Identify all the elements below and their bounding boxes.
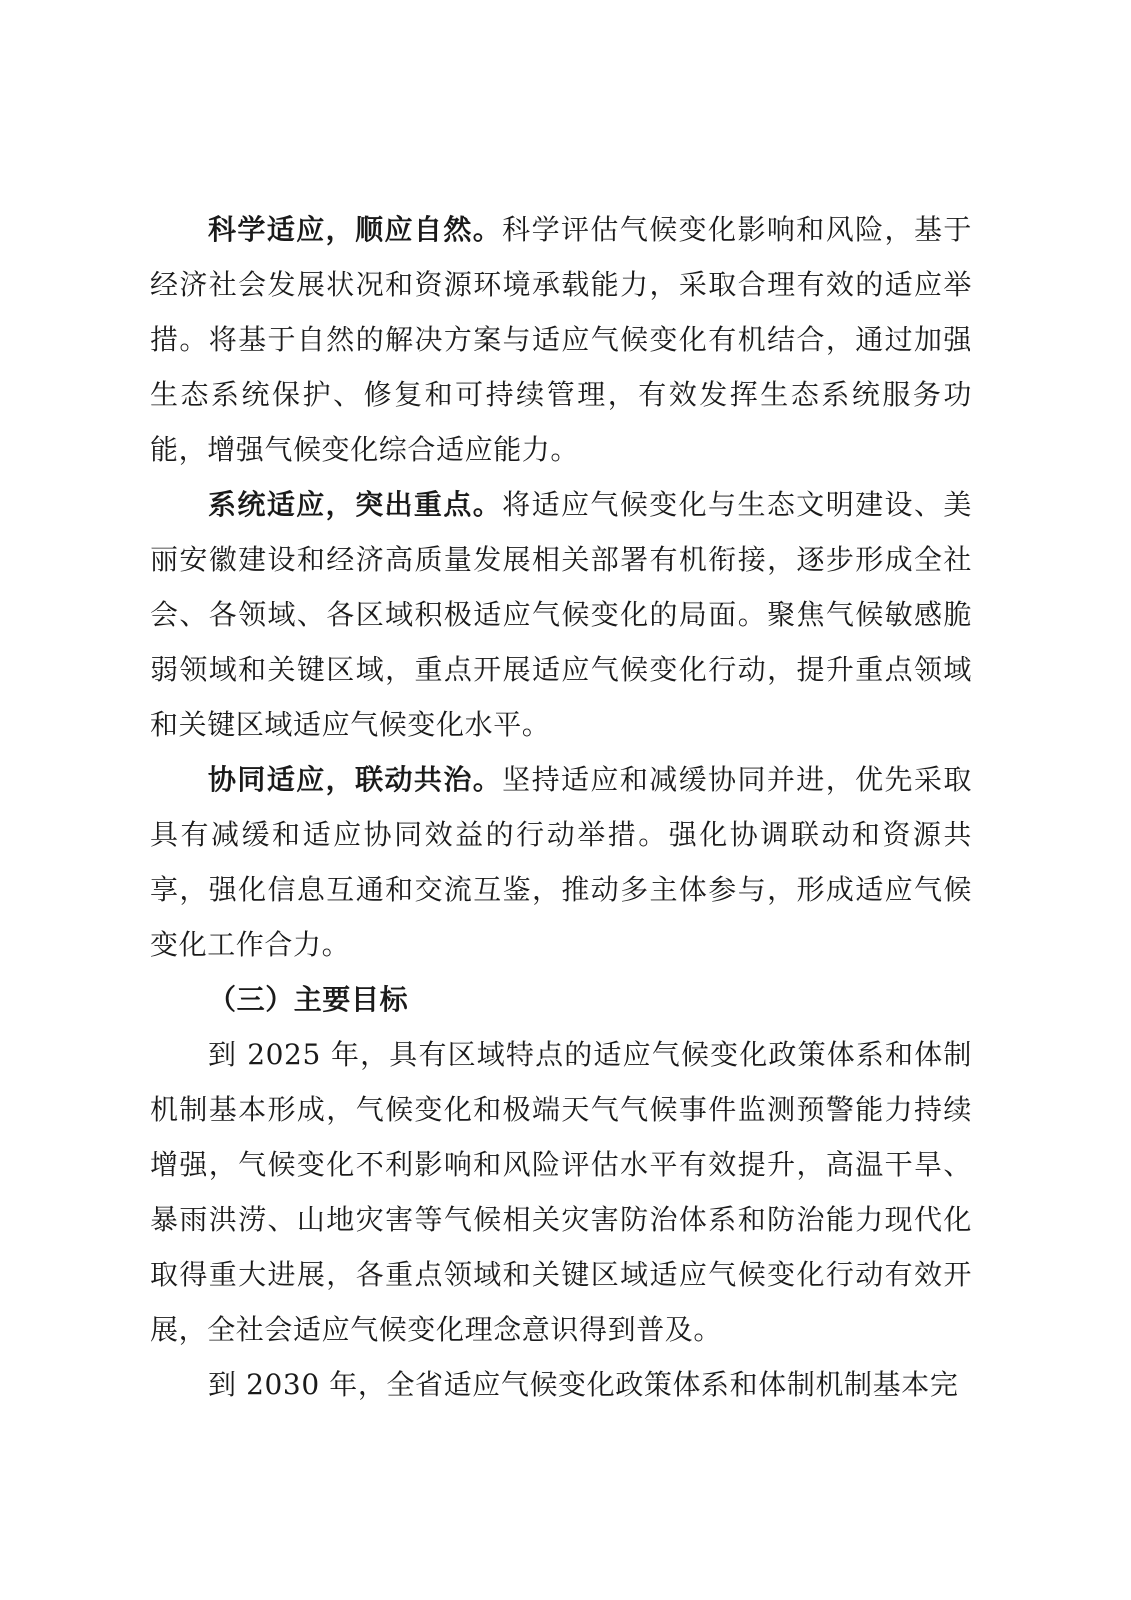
principle-lead: 协同适应，联动共治。 [208, 763, 503, 796]
document-body [150, 202, 972, 1412]
section-heading: （三）主要目标 [208, 983, 409, 1016]
goal-paragraph-2030: 到 2030 年，全省适应气候变化政策体系和体制机制基本完 [208, 1368, 959, 1401]
principle-paragraph-science [150, 202, 972, 477]
principle-text: 坚持适应和减缓协同并进，优先采取具有减缓和适应协同效益的行动举措。强化协调联动和资源共享，强化信息互通和交流互鉴，推动多主体参与，形成适应气候变化工作合力。 [150, 763, 972, 961]
principle-paragraph-system [150, 477, 972, 752]
principle-paragraph-collaboration [150, 752, 972, 972]
principle-text: 将适应气候变化与生态文明建设、美丽安徽建设和经济高质量发展相关部署有机衔接，逐步形成全社会、各领域、各区域积极适应气候变化的局面。聚焦气候敏感脆弱领域和关键区域，重点开展适应气候变化行动，提升重点领域和关键区域适应气候变化水平。 [150, 488, 972, 741]
principle-text: 科学评估气候变化影响和风险，基于经济社会发展状况和资源环境承载能力，采取合理有效的适应举措。将基于自然的解决方案与适应气候变化有机结合，通过加强生态系统保护、修复和可持续管理，有效发挥生态系统服务功能，增强气候变化综合适应能力。 [150, 213, 972, 466]
principle-lead: 系统适应，突出重点。 [208, 488, 503, 521]
principle-lead: 科学适应，顺应自然。 [208, 213, 503, 246]
goal-paragraph-2025: 到 2025 年，具有区域特点的适应气候变化政策体系和体制机制基本形成，气候变化和极端天气气候事件监测预警能力持续增强，气候变化不利影响和风险评估水平有效提升，高温干旱、暴雨洪涝、山地灾害等气候相关灾害防治体系和防治能力现代化取得重大进展，各重点领域和关键区域适应气候变化行动有效开展，全社会适应气候变化理念意识得到普及。 [150, 1038, 972, 1346]
